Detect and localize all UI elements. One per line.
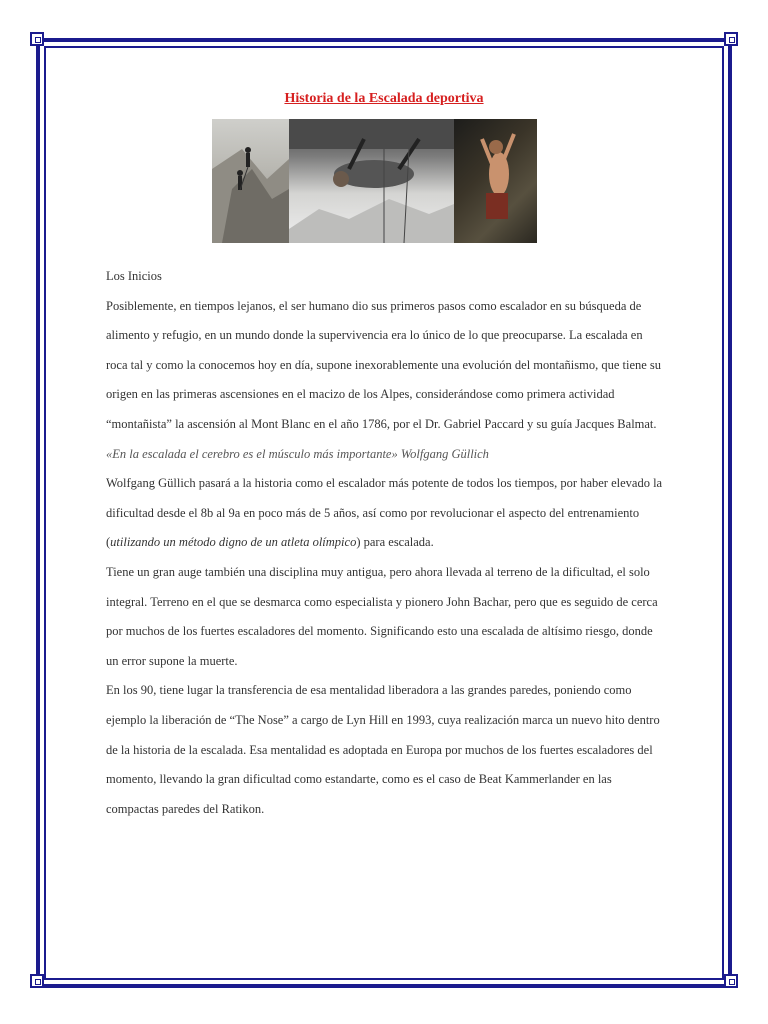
- paragraph-text: Wolfgang Güllich pasará a la historia como el escalador más potente de todos los tiempos, por haber elevado la dificultad desde el 8b al 9a en poco más de 5 años, así como por revolucionar el aspecto del entrenamiento (: [106, 476, 663, 550]
- photo-panel-wall-climbers: [212, 119, 289, 243]
- wall-climbers-illustration: [212, 119, 289, 243]
- photo-panel-overhang-climber: [454, 119, 537, 243]
- corner-ornament-top-left: [30, 32, 44, 46]
- climbing-photo-collage: [212, 119, 537, 243]
- document-body: [106, 262, 666, 824]
- overhang-climber-illustration: [454, 119, 537, 243]
- section-heading: Los Inicios: [106, 269, 162, 283]
- corner-ornament-bottom-right: [724, 974, 738, 988]
- paragraph: [106, 469, 666, 558]
- paragraph: En los 90, tiene lugar la transferencia de esa mentalidad liberadora a las grandes paredes, poniendo como ejemplo la liberación de “The Nose” a cargo de Lyn Hill en 1993, cuya realización marca un nuevo hito dentro de la historia de la escalada. Esa mentalidad es adoptada en Europa por muchos de los fuertes escaladores del momento, llevando la gran dificultad como estandarte, como es el caso de Beat Kammerlander en las compactas paredes del Ratikon.: [106, 683, 660, 816]
- quote: «En la escalada el cerebro es el músculo más importante» Wolfgang Güllich: [106, 446, 489, 461]
- corner-ornament-top-right: [724, 32, 738, 46]
- roof-climber-illustration: [289, 119, 454, 243]
- photo-panel-roof-climber: [289, 119, 454, 243]
- paragraph-text: ) para escalada.: [356, 535, 434, 550]
- document-title: Historia de la Escalada deportiva: [284, 91, 484, 106]
- paragraph: Posiblemente, en tiempos lejanos, el ser humano dio sus primeros pasos como escalador en su búsqueda de alimento y refugio, en un mundo donde la supervivencia era lo único de lo que preocuparse. La escalada en roca tal y como la conocemos hoy en día, supone inexorablemente una evolución del montañismo, que tiene su origen en las primeras ascensiones en el macizo de los Alpes, considerándose como primera actividad “montañista” la ascensión al Mont Blanc en el año 1786, por el Dr. Gabriel Paccard y su guía Jacques Balmat.: [106, 298, 662, 431]
- paragraph-italic-text: utilizando un método digno de un atleta olímpico: [110, 535, 357, 550]
- paragraph: Tiene un gran auge también una disciplina muy antigua, pero ahora llevada al terreno de la dificultad, el solo integral. Terreno en el que se desmarca como especialista y pionero John Bachar, pero que es seguido de cerca por muchos de los fuertes escaladores del momento. Significando esto una escalada de altísimo riesgo, donde un error supone la muerte.: [106, 564, 658, 668]
- corner-ornament-bottom-left: [30, 974, 44, 988]
